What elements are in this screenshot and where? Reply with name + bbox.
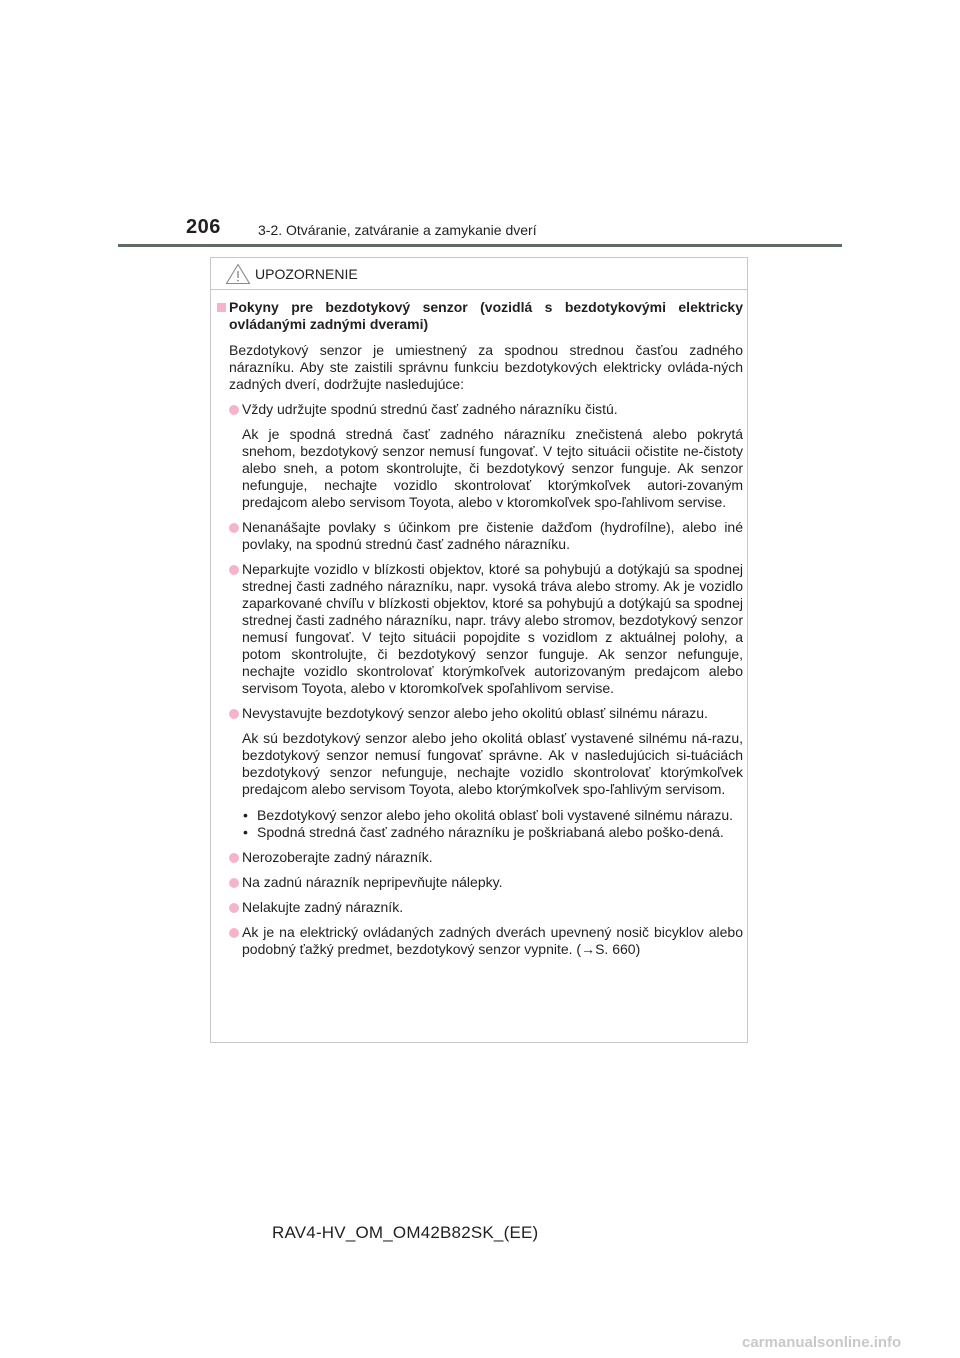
bullet-dot-icon [229, 878, 239, 888]
warning-heading-text: Pokyny pre bezdotykový senzor (vozidlá s bezdotykovými elektricky ovládanými zadnými dverami) [229, 299, 743, 332]
bullet-item [217, 519, 743, 553]
header-rule [118, 244, 842, 247]
bullet-detail: Ak je spodná stredná časť zadného nárazníku znečistená alebo pokrytá snehom, bezdotykový senzor nemusí fungovať. V tejto situácii očistite ne-čistoty alebo sneh, a potom skontrolujte, či bezdotykový senzor funguje. Ak senzor nefunguje, nechajte vozidlo skontrolovať ktorýmkoľvek autori-zovaným predajcom alebo servisom Toyota, alebo v ktoromkoľvek spo-ľahlivom servise. [242, 426, 743, 510]
square-bullet-icon [217, 303, 226, 312]
bullet-item [217, 849, 743, 866]
page-number: 206 [186, 216, 221, 238]
bullet-item [217, 401, 743, 418]
bullet-text: Nevystavujte bezdotykový senzor alebo jeho okolitú oblasť silnému nárazu. [242, 705, 708, 721]
document-code: RAV4-HV_OM_OM42B82SK_(EE) [272, 1223, 539, 1242]
bullet-dot-icon [229, 405, 239, 415]
bullet-dot-icon [229, 903, 239, 913]
sub-list [242, 807, 743, 841]
bullet-dot-icon [229, 709, 239, 719]
bullet-item [217, 561, 743, 697]
bullet-item [217, 874, 743, 891]
bullet-text: Vždy udržujte spodnú strednú časť zadného nárazníku čistú. [242, 401, 618, 417]
sub-list-item: • Bezdotykový senzor alebo jeho okolitá oblasť boli vystavené silnému nárazu. [242, 807, 743, 824]
bullet-item [217, 899, 743, 916]
bullet-text: Nerozoberajte zadný nárazník. [242, 849, 433, 865]
bullet-text: Ak je na elektrický ovládaných zadných dverách upevnený nosič bicyklov alebo podobný ťažký predmet, bezdotykový senzor vypnite. (→S. 660) [242, 924, 743, 957]
bullet-text: Nelakujte zadný nárazník. [242, 899, 404, 915]
bullet-text: Nenanášajte povlaky s účinkom pre čistenie dažďom (hydrofílne), alebo iné povlaky, na spodnú strednú časť zadného nárazníku. [242, 519, 743, 552]
bullet-dot-icon [229, 523, 239, 533]
section-title: 3-2. Otváranie, zatváranie a zamykanie dverí [258, 222, 537, 238]
bullet-dot-icon [229, 565, 239, 575]
bullet-item [217, 924, 743, 958]
bullet-dot-icon [229, 928, 239, 938]
bullet-item [217, 705, 743, 722]
warning-box [210, 257, 748, 1043]
bullet-text: Na zadnú nárazník nepripevňujte nálepky. [242, 874, 503, 890]
bullet-detail: Ak sú bezdotykový senzor alebo jeho okolitá oblasť vystavené silnému ná-razu, bezdotykový senzor nemusí fungovať správne. Ak v nasledujúcich si-tuáciách bezdotykový senzor nefunguje, nechajte vozidlo skontrolovať ktorýmkoľvek predajcom alebo servisom Toyota, alebo ktorýmkoľvek spo-ľahlivým servisom. [242, 730, 743, 797]
bullet-dot-icon [229, 853, 239, 863]
warning-heading [217, 299, 743, 333]
warning-content [217, 299, 743, 958]
warning-intro: Bezdotykový senzor je umiestnený za spodnou strednou časťou zadného nárazníku. Aby ste zaistili správnu funkciu bezdotykových elektricky ovláda-ných zadných dverí, dodržujte nasledujúce: [229, 342, 743, 392]
warning-triangle-icon [225, 263, 251, 285]
bullet-text: Neparkujte vozidlo v blízkosti objektov, ktoré sa pohybujú a dotýkajú sa spodnej strednej časti zadného nárazníku, napr. vysoká tráva alebo stromy. Ak je vozidlo zaparkované chvíľu v blízkosti objektov, ktoré sa pohybujú a dotýkajú sa spodnej strednej časti zadného nárazníku, napr. trávy alebo stromov, bezdotykový senzor nemusí fungovať. V tejto situácii popojdite s vozidlom z aktuálnej polohy, a potom skontrolujte, či bezdotykový senzor funguje. Ak senzor nefunguje, nechajte vozidlo skontrolovať ktorýmkoľvek autorizovaným predajcom alebo servisom Toyota, alebo v ktoromkoľvek spoľahlivom servise. [242, 561, 743, 696]
warning-label: UPOZORNENIE [255, 266, 358, 282]
watermark: carmanualsonline.info [742, 1334, 902, 1351]
sub-list-item: • Spodná stredná časť zadného nárazníku je poškriabaná alebo poško-dená. [242, 824, 743, 841]
warning-box-header [211, 258, 747, 290]
